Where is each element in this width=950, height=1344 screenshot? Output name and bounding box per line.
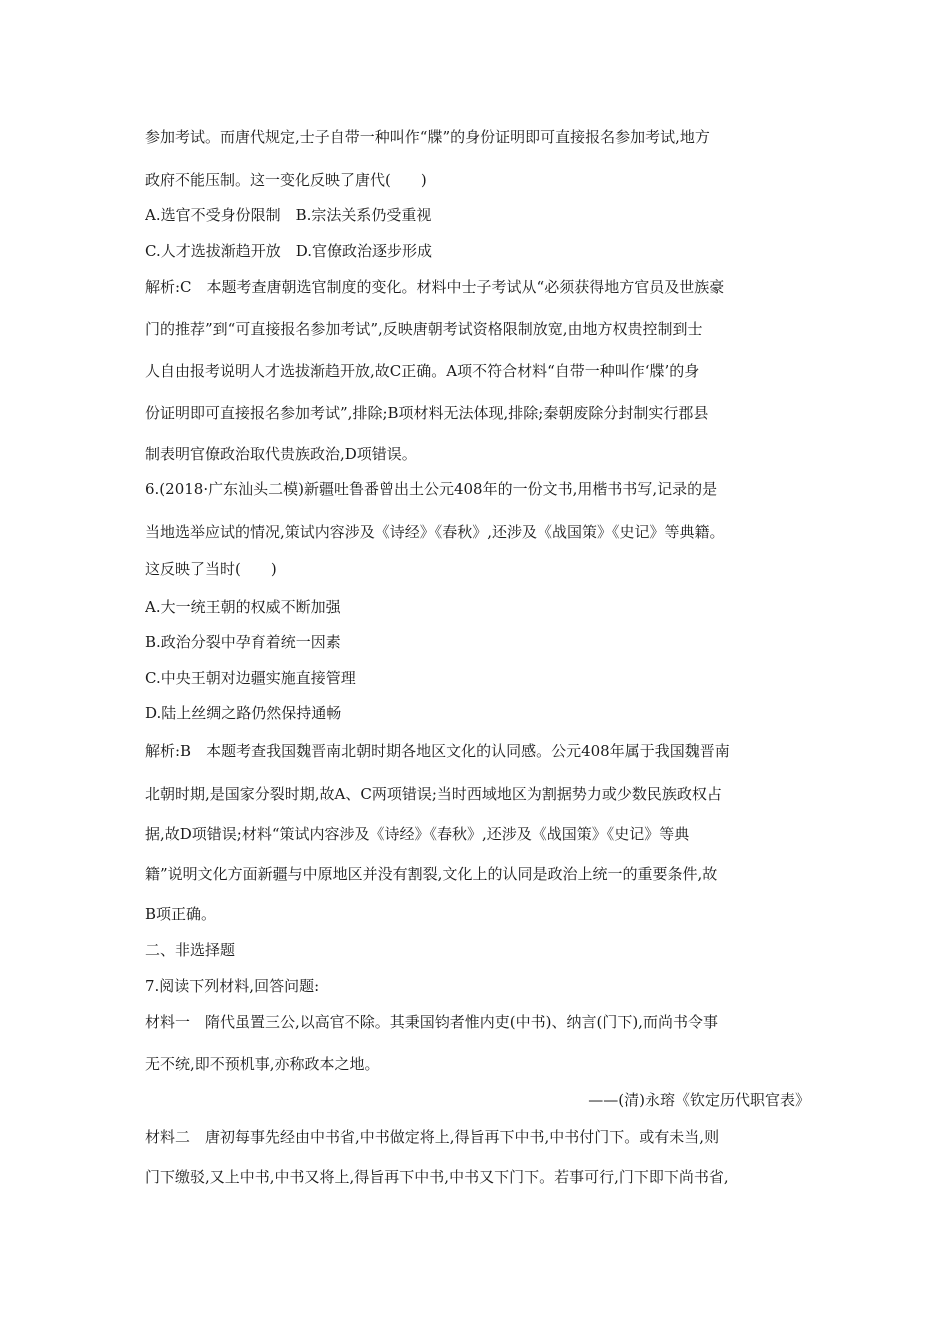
text-line: 参加考试。而唐代规定,士子自带一种叫作“牒”的身份证明即可直接报名参加考试,地方 xyxy=(145,128,710,146)
question-line: 这反映了当时( ) xyxy=(145,560,277,578)
analysis-line: 据,故D项错误;材料“策试内容涉及《诗经》《春秋》,还涉及《战国策》《史记》等典 xyxy=(145,825,690,843)
option-line: A.大一统王朝的权威不断加强 xyxy=(145,598,341,616)
option-line: A.选官不受身份限制 B.宗法关系仍受重视 xyxy=(145,206,432,224)
analysis-line: 制表明官僚政治取代贵族政治,D项错误。 xyxy=(145,445,417,463)
material-source: ——(清)永瑢《钦定历代职官表》 xyxy=(588,1091,810,1109)
section-heading: 二、非选择题 xyxy=(145,941,236,959)
question-line: 当地选举应试的情况,策试内容涉及《诗经》《春秋》,还涉及《战国策》《史记》等典籍。 xyxy=(145,523,725,541)
material-line: 无不统,即不预机事,亦称政本之地。 xyxy=(145,1055,380,1073)
option-line: D.陆上丝绸之路仍然保持通畅 xyxy=(145,704,342,722)
option-line: B.政治分裂中孕育着统一因素 xyxy=(145,633,341,651)
material-line: 门下缴驳,又上中书,中书又将上,得旨再下中书,中书又下门下。若事可行,门下即下尚书省, xyxy=(145,1168,729,1186)
analysis-line: 籍”说明文化方面新疆与中原地区并没有割裂,文化上的认同是政治上统一的重要条件,故 xyxy=(145,865,718,883)
option-line: C.中央王朝对边疆实施直接管理 xyxy=(145,669,356,687)
material-line: 材料二 唐初每事先经由中书省,中书做定将上,得旨再下中书,中书付门下。或有未当,则 xyxy=(145,1128,720,1146)
question-line: 6.(2018·广东汕头二模)新疆吐鲁番曾出土公元408年的一份文书,用楷书书写,记录的是 xyxy=(145,480,718,498)
text-line: 政府不能压制。这一变化反映了唐代( ) xyxy=(145,171,427,189)
analysis-line: 门的推荐”到“可直接报名参加考试”,反映唐朝考试资格限制放宽,由地方权贵控制到士 xyxy=(145,320,703,338)
analysis-line: B项正确。 xyxy=(145,905,217,923)
material-line: 材料一 隋代虽置三公,以高官不除。其秉国钧者惟内吏(中书)、纳言(门下),而尚书令事 xyxy=(145,1013,718,1031)
analysis-line: 解析:C 本题考查唐朝选官制度的变化。材料中士子考试从“必须获得地方官员及世族豪 xyxy=(145,278,725,296)
analysis-line: 北朝时期,是国家分裂时期,故A、C两项错误;当时西域地区为割据势力或少数民族政权占 xyxy=(145,785,722,803)
analysis-line: 份证明即可直接报名参加考试”,排除;B项材料无法体现,排除;秦朝废除分封制实行郡县 xyxy=(145,404,709,422)
analysis-line: 解析:B 本题考查我国魏晋南北朝时期各地区文化的认同感。公元408年属于我国魏晋南 xyxy=(145,742,730,760)
option-line: C.人才选拔渐趋开放 D.官僚政治逐步形成 xyxy=(145,242,432,260)
question-line: 7.阅读下列材料,回答问题: xyxy=(145,977,320,995)
analysis-line: 人自由报考说明人才选拔渐趋开放,故C正确。A项不符合材料“自带一种叫作‘牒’的身 xyxy=(145,362,700,380)
